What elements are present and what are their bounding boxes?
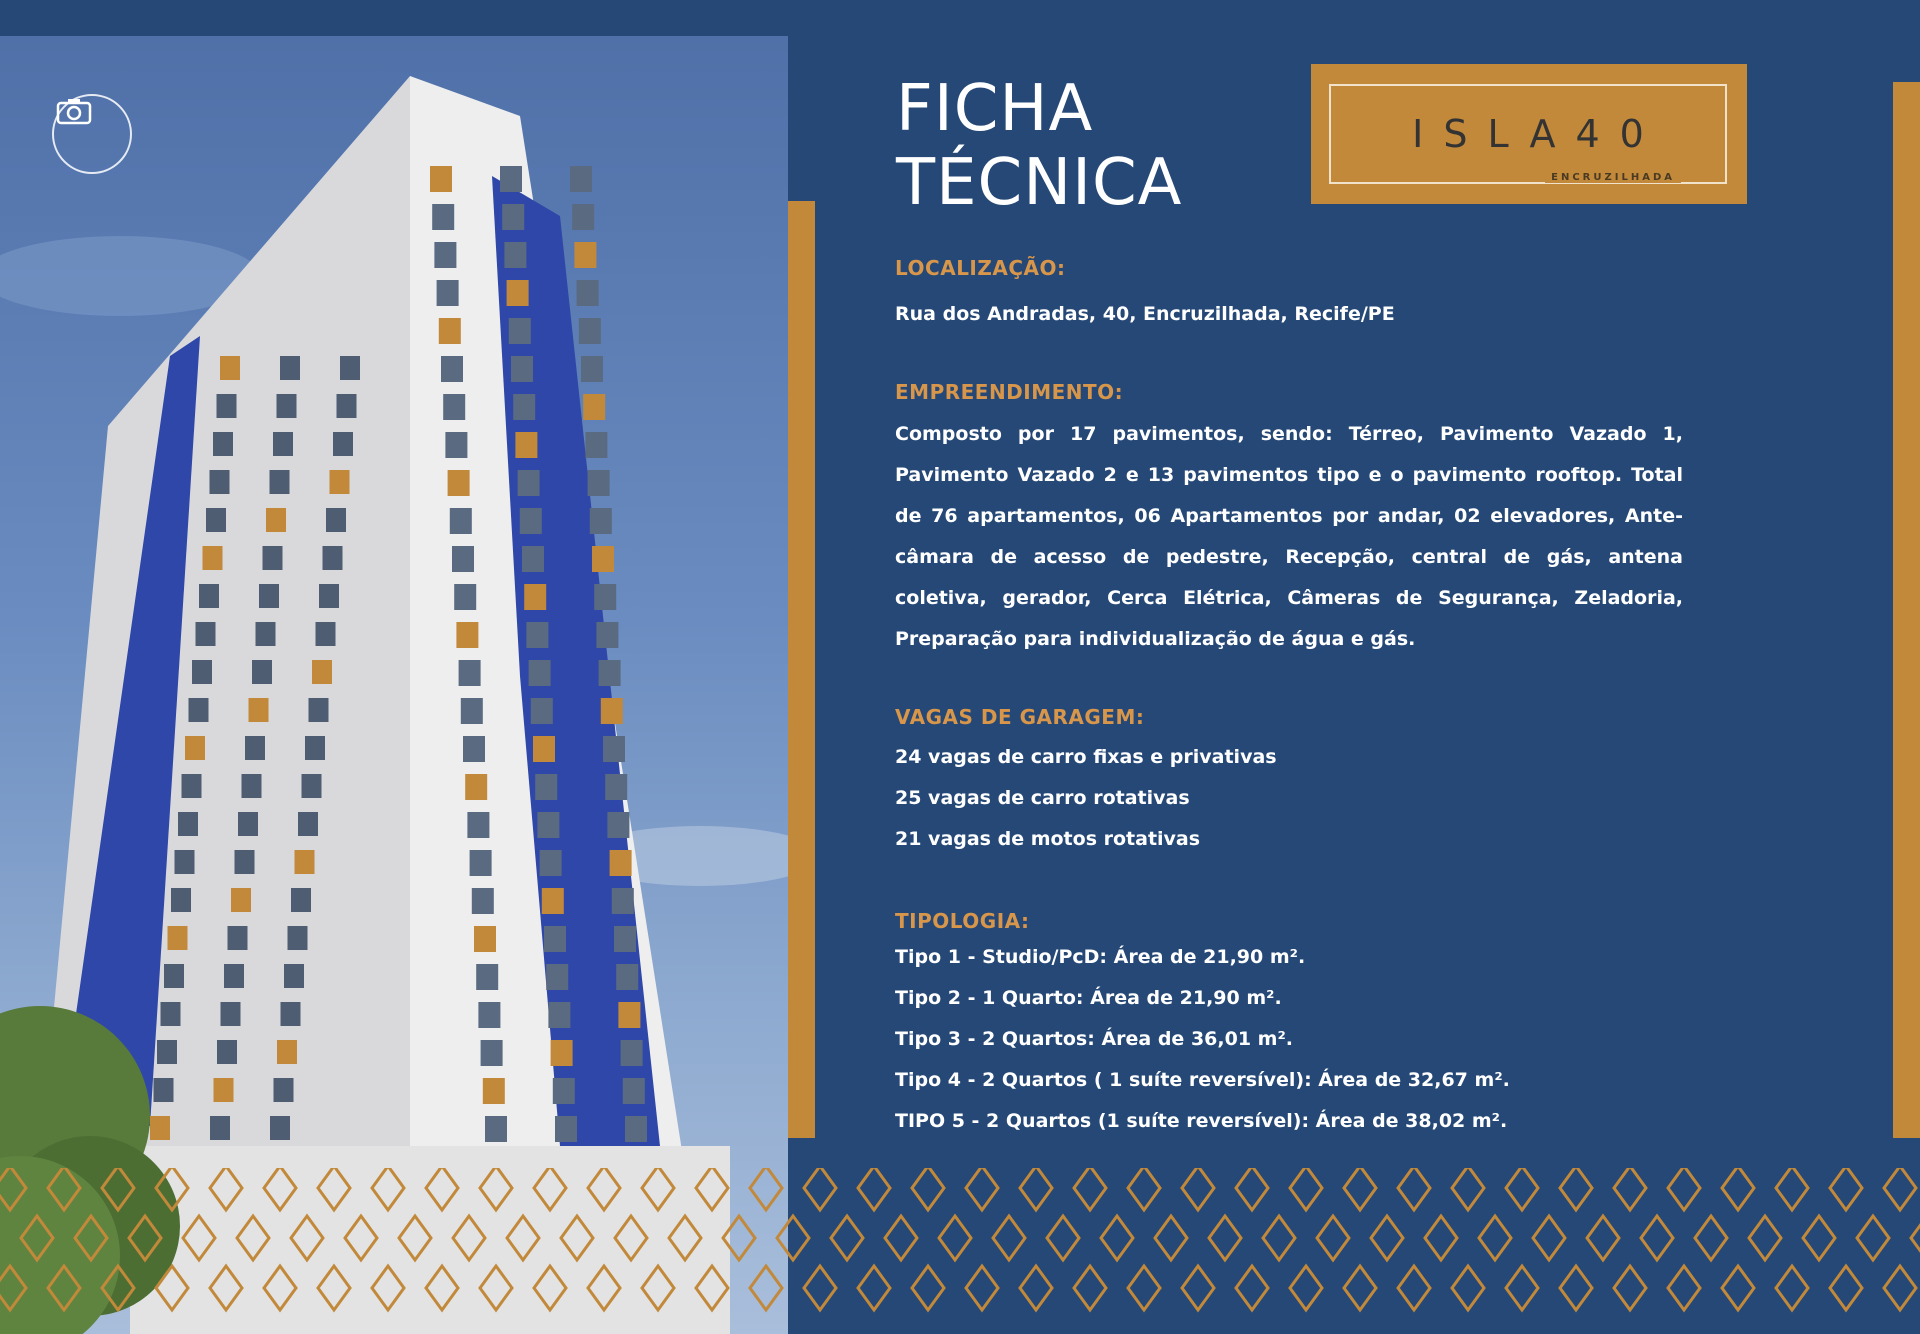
window [337,394,357,418]
pattern-diamond [669,1216,701,1260]
window [333,432,353,456]
pattern-diamond [507,1216,539,1260]
window [164,964,184,988]
window [607,812,629,838]
window [518,470,540,496]
window [548,1002,570,1028]
list-item: TIPO 5 - 2 Quartos (1 suíte reversível): Área de 38,02 m². [895,1110,1508,1132]
window [284,964,304,988]
window [217,1040,237,1064]
window [553,1078,575,1104]
window [259,584,279,608]
building-photo [0,36,788,1334]
pattern-diamond [1668,1168,1700,1210]
window [309,698,329,722]
pattern-diamond [156,1168,188,1210]
pattern-diamond [966,1168,998,1210]
window [504,242,526,268]
window [612,888,634,914]
window [242,774,262,798]
pattern-diamond [858,1168,890,1210]
pattern-diamond [318,1266,350,1310]
pattern-diamond [1560,1168,1592,1210]
pattern-diamond [588,1168,620,1210]
pattern-diamond [804,1168,836,1210]
window [502,204,524,230]
window [178,812,198,836]
window [305,736,325,760]
window [231,888,251,912]
pattern-diamond [0,1266,26,1310]
window [270,470,290,494]
logo-name: ISLA40 [1412,112,1664,156]
logo-frame [1329,84,1727,184]
window [500,166,522,192]
window [533,736,555,762]
pattern-diamond [0,1168,26,1210]
window [210,470,230,494]
window [605,774,627,800]
window [551,1040,573,1066]
window [266,508,286,532]
pattern-diamond [1263,1216,1295,1260]
pattern-diamond [1074,1168,1106,1210]
pattern-diamond [1830,1168,1862,1210]
window [515,432,537,458]
window [585,432,607,458]
window [467,812,489,838]
window [185,736,205,760]
window [263,546,283,570]
window [603,736,625,762]
section-title-empreendimento: EMPREENDIMENTO: [895,380,1124,404]
tipologia-list [895,937,1683,1142]
pattern-diamond [750,1168,782,1210]
pattern-diamond [534,1266,566,1310]
section-vagas [895,705,1683,860]
page-title-line2: TÉCNICA [896,146,1183,220]
pattern-diamond [1155,1216,1187,1260]
window [574,242,596,268]
pattern-diamond [1074,1266,1106,1310]
pattern-diamond [1776,1168,1808,1210]
window [459,660,481,686]
pattern-diamond [1560,1266,1592,1310]
window [434,242,456,268]
window [596,622,618,648]
pattern-diamond [1398,1266,1430,1310]
window [448,470,470,496]
window [454,584,476,610]
pattern-diamond [1722,1168,1754,1210]
window [599,660,621,686]
pattern-diamond [1614,1168,1646,1210]
window [461,698,483,724]
pattern-diamond [993,1216,1025,1260]
window [312,660,332,684]
window [323,546,343,570]
list-item: Tipo 1 - Studio/PcD: Área de 21,90 m². [895,946,1306,968]
section-empreendimento [895,380,1683,660]
pattern-diamond [1506,1266,1538,1310]
window [463,736,485,762]
pattern-diamond [831,1216,863,1260]
pattern-diamond [1317,1216,1349,1260]
window [579,318,601,344]
pattern-diamond [48,1266,80,1310]
window [483,1078,505,1104]
window [546,964,568,990]
window [256,622,276,646]
window [319,584,339,608]
window [192,660,212,684]
window [465,774,487,800]
window [540,850,562,876]
decorative-pattern [0,1168,1920,1334]
pattern-diamond [210,1168,242,1210]
section-tipologia [895,909,1683,1142]
section-localizacao [895,256,1683,328]
pattern-diamond [1587,1216,1619,1260]
window [210,1116,230,1140]
window [577,280,599,306]
window [228,926,248,950]
pattern-diamond [1290,1168,1322,1210]
pattern-diamond [696,1266,728,1310]
window [326,508,346,532]
pattern-diamond [480,1266,512,1310]
pattern-diamond [156,1266,188,1310]
pattern-diamond [183,1216,215,1260]
list-item: 25 vagas de carro rotativas [895,787,1190,809]
pattern-diamond [1128,1168,1160,1210]
empreendimento-text: Composto por 17 pavimentos, sendo: Térreo, Pavimento Vazado 1, Pavimento Vazado 2 e 13 pavimentos tipo e o pavimento rooftop. Total de 76 apartamentos, 06 Apartamentos por andar, 02 elevadores, Ante-câmara de acesso de pedestre, Recepção, central de gás, antena coletiva, gerador, Cerca Elétrica, Câmeras de Segurança, Zeladoria, Preparação para individualização de água e gás. [895,423,1683,650]
pattern-diamond [1020,1266,1052,1310]
window [535,774,557,800]
pattern-diamond [1236,1266,1268,1310]
window [432,204,454,230]
list-item: 24 vagas de carro fixas e privativas [895,746,1277,768]
list-item: Tipo 3 - 2 Quartos: Área de 36,01 m². [895,1028,1293,1050]
window [439,318,461,344]
pattern-diamond [912,1168,944,1210]
pattern-diamond [1047,1216,1079,1260]
window [623,1078,645,1104]
pattern-diamond [1425,1216,1457,1260]
window [610,850,632,876]
window [529,660,551,686]
pattern-diamond [615,1216,647,1260]
pattern-diamond [264,1266,296,1310]
pattern-diamond [129,1216,161,1260]
window [238,812,258,836]
window [474,926,496,952]
window [601,698,623,724]
window [572,204,594,230]
vagas-list [895,737,1683,860]
pattern-diamond [102,1168,134,1210]
window [537,812,559,838]
window [513,394,535,420]
window [481,1040,503,1066]
window [583,394,605,420]
window [175,850,195,874]
window [277,394,297,418]
pattern-diamond [912,1266,944,1310]
pattern-diamond [372,1168,404,1210]
window [452,546,474,572]
window [520,508,542,534]
window [270,1116,290,1140]
window [280,356,300,380]
window [616,964,638,990]
window [224,964,244,988]
window [217,394,237,418]
page-title-line1: FICHA [896,72,1094,146]
window [590,508,612,534]
window [161,1002,181,1026]
pattern-diamond [588,1266,620,1310]
window [316,622,336,646]
window [273,432,293,456]
window [189,698,209,722]
pattern-diamond [1641,1216,1673,1260]
pattern-diamond [480,1168,512,1210]
window [511,356,533,382]
window [150,1116,170,1140]
page-title [896,72,1182,220]
pattern-diamond [1533,1216,1565,1260]
pattern-diamond [1182,1266,1214,1310]
pattern-diamond [1749,1216,1781,1260]
window [507,280,529,306]
window [618,1002,640,1028]
window [594,584,616,610]
pattern-diamond [1020,1168,1052,1210]
window [302,774,322,798]
pattern-diamond [1452,1168,1484,1210]
pattern-diamond [1452,1266,1484,1310]
address-text: Rua dos Andradas, 40, Encruzilhada, Recife/PE [895,303,1395,325]
window [443,394,465,420]
camera-icon [54,96,94,126]
pattern-diamond [1776,1266,1808,1310]
window [281,1002,301,1026]
pattern-diamond [642,1266,674,1310]
window [199,584,219,608]
section-title-tipologia: TIPOLOGIA: [895,909,1030,933]
camera-badge [52,94,132,174]
logo-subtitle: ENCRUZILHADA [1545,172,1681,183]
pattern-diamond [696,1168,728,1210]
pattern-diamond [723,1216,755,1260]
window [555,1116,577,1142]
pattern-diamond [1398,1168,1430,1210]
pattern-diamond [48,1168,80,1210]
window [592,546,614,572]
window [621,1040,643,1066]
pattern-diamond [345,1216,377,1260]
pattern-diamond [1884,1168,1916,1210]
window [213,432,233,456]
window [445,432,467,458]
pattern-diamond [1209,1216,1241,1260]
pattern-diamond [372,1266,404,1310]
window [472,888,494,914]
pattern-diamond [777,1216,809,1260]
pattern-diamond [1695,1216,1727,1260]
window [526,622,548,648]
pattern-diamond [534,1168,566,1210]
accent-bar-right [1893,82,1920,1138]
pattern-diamond [75,1216,107,1260]
pattern-diamond [237,1216,269,1260]
pattern-diamond [1344,1266,1376,1310]
pattern-diamond [1668,1266,1700,1310]
pattern-diamond [21,1216,53,1260]
pattern-diamond [1884,1266,1916,1310]
window [509,318,531,344]
pattern-diamond [1506,1168,1538,1210]
window [182,774,202,798]
pattern-diamond [399,1216,431,1260]
window [531,698,553,724]
window [456,622,478,648]
pattern-diamond [1290,1266,1322,1310]
window [249,698,269,722]
window [544,926,566,952]
window [203,546,223,570]
list-item: Tipo 2 - 1 Quarto: Área de 21,90 m². [895,987,1282,1009]
pattern-diamond [318,1168,350,1210]
pattern-diamond [1614,1266,1646,1310]
window [570,166,592,192]
window [288,926,308,950]
window [485,1116,507,1142]
window [340,356,360,380]
window [581,356,603,382]
window [476,964,498,990]
window [171,888,191,912]
window [277,1040,297,1064]
pattern-diamond [1722,1266,1754,1310]
window [214,1078,234,1102]
pattern-diamond [1128,1266,1160,1310]
pattern-diamond [1344,1168,1376,1210]
window [206,508,226,532]
pattern-diamond [426,1168,458,1210]
window [441,356,463,382]
pattern-diamond [885,1216,917,1260]
window [291,888,311,912]
pattern-diamond [102,1266,134,1310]
window [235,850,255,874]
window [154,1078,174,1102]
pattern-diamond [750,1266,782,1310]
window [625,1116,647,1142]
window [522,546,544,572]
window [430,166,452,192]
window [524,584,546,610]
pattern-diamond [1479,1216,1511,1260]
pattern-diamond [291,1216,323,1260]
pattern-diamond [1911,1216,1920,1260]
pattern-diamond [858,1266,890,1310]
pattern-diamond [453,1216,485,1260]
window [470,850,492,876]
window [274,1078,294,1102]
window [478,1002,500,1028]
window [168,926,188,950]
pattern-diamond [804,1266,836,1310]
window [245,736,265,760]
pattern-diamond [561,1216,593,1260]
list-item: Tipo 4 - 2 Quartos ( 1 suíte reversível): Área de 32,67 m². [895,1069,1510,1091]
pattern-diamond [1371,1216,1403,1260]
accent-bar-left [788,201,815,1138]
pattern-diamond [1182,1168,1214,1210]
pattern-diamond [1236,1168,1268,1210]
window [252,660,272,684]
window [542,888,564,914]
window [220,356,240,380]
building-illustration [0,36,788,1334]
pattern-diamond [1857,1216,1889,1260]
window [614,926,636,952]
list-item: 21 vagas de motos rotativas [895,828,1201,850]
pattern-diamond [210,1266,242,1310]
pattern-diamond [642,1168,674,1210]
section-title-localizacao: LOCALIZAÇÃO: [895,256,1066,280]
pattern-diamond [264,1168,296,1210]
pattern-diamond [1830,1266,1862,1310]
pattern-diamond [1101,1216,1133,1260]
window [196,622,216,646]
pattern-diamond [966,1266,998,1310]
section-title-vagas: VAGAS DE GARAGEM: [895,705,1145,729]
pattern-diamond [939,1216,971,1260]
window [295,850,315,874]
window [588,470,610,496]
pattern-diamond [1803,1216,1835,1260]
window [157,1040,177,1064]
window [221,1002,241,1026]
logo [1311,64,1747,204]
window [298,812,318,836]
pattern-diamond [426,1266,458,1310]
window [450,508,472,534]
window [330,470,350,494]
window [437,280,459,306]
